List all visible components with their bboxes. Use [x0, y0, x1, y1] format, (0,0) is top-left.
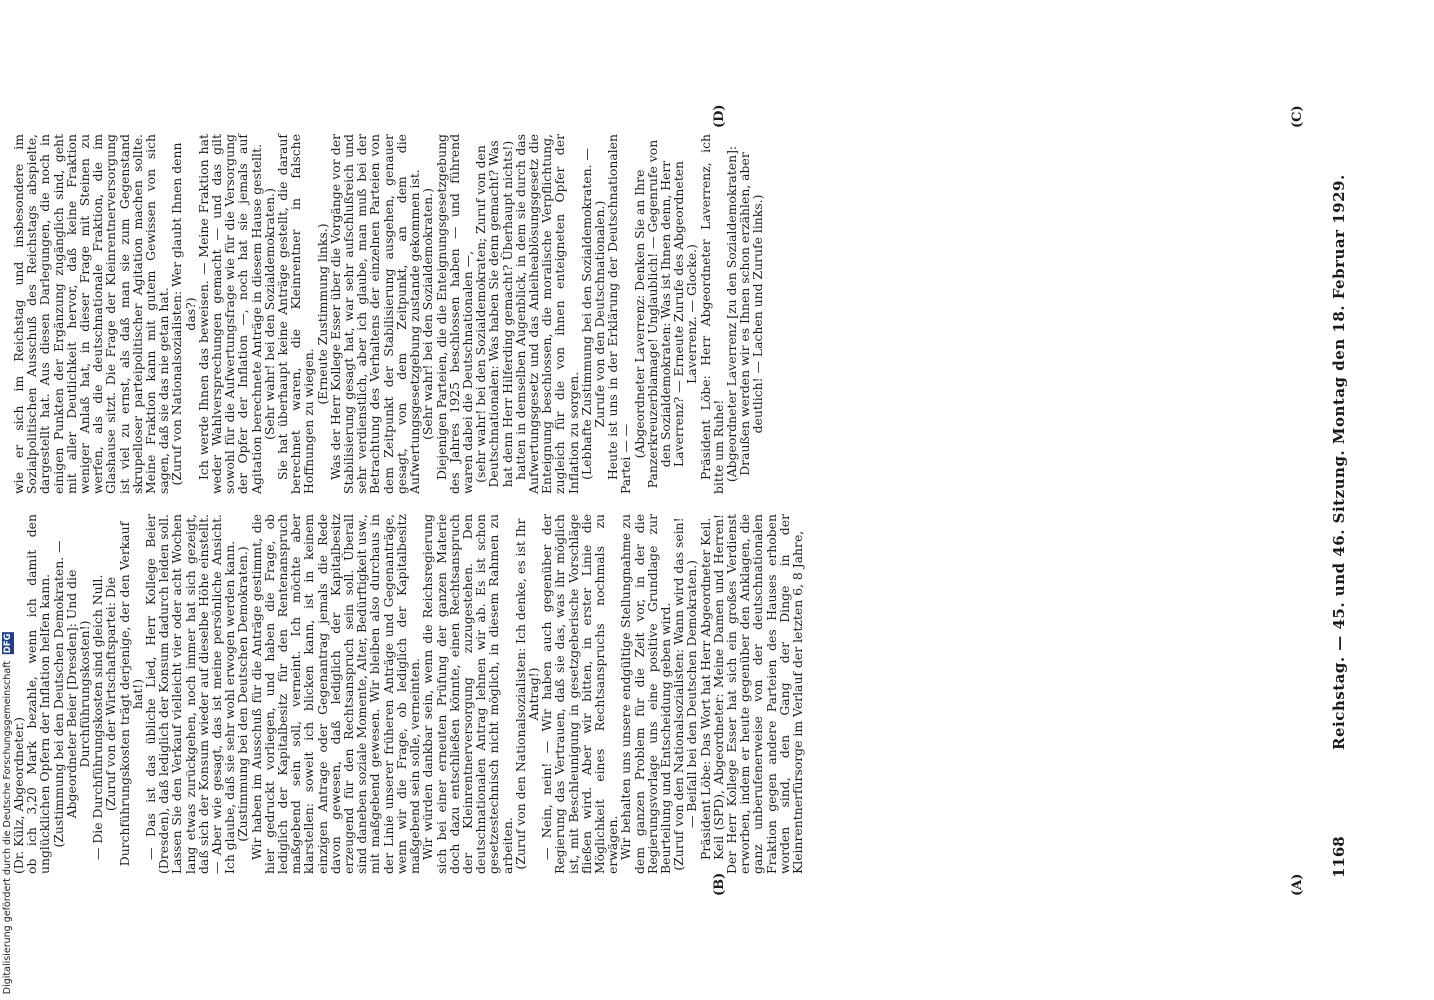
margin-mark-a: (A) [1290, 873, 1305, 896]
left-column [12, 514, 1312, 874]
right-column-paragraph: wie er sich im Reichstag und insbesondere im Sozialpolitischen Ausschuß des Reichstags abspielte, dargestellt hat. Aus diesen Darlegungen, die noch in einigen Punkten der Ergänzung zugänglich sind, geht mit aller Deutlichkeit hervor, daß keine Fraktion weniger Anlaß hat, in dieser Frage mit Steinen zu werfen, als die deutschnationale Fraktion, die im Glashause sitzt. Die Frage der Kleinrentnerversorgung ist viel zu ernst, als daß man sie zum Gegenstand skrupelloser parteipolitischer Agitation machen sollte. Meine Fraktion kann mit gutem Gewissen von sich sagen, daß sie das nie getan hat. [11, 134, 172, 494]
right-column-paragraph: Sie hat überhaupt keine Anträge gestellt, die darauf berechnet waren, die Kleinrentner in falsche Hoffnungen zu wiegen. [275, 134, 317, 494]
left-column-paragraph: (Zuruf von den Nationalsozialisten: Ich denke, es ist Ihr Antrag!) [512, 518, 541, 870]
margin-mark-c: (C) [1290, 105, 1305, 128]
left-column-paragraph: — Das ist das übliche Lied, Herr Kollege Beier (Dresden), daß lediglich der Konsum dadurch leiden soll. Lassen Sie den Verkauf vielleicht vier oder acht Wochen lang etwas zurückgehen, noch immer hat sich gezeigt, daß sich der Konsum wieder auf dieselbe Höhe einstellt. — Aber wie gesagt, das ist meine persönliche Ansicht. Ich glaube, daß sie sehr wohl erwogen werden kann. [143, 514, 238, 874]
left-column-paragraph: Wir haben im Ausschuß für die Anträge gestimmt, die hier gedruckt vorliegen, und haben die Frage, ob lediglich der Kapitalbesitz für den Rentenanspruch maßgebend sein soll, verneint. Ich möchte aber klarstellen: soweit ich blicken kann, ist in keinem einzigen Antrage oder Gegenantrag jemals die Rede davon gewesen, daß lediglich der Kapitalbesitz erzeugend für den Rechtsanspruch sein soll. Überall sind daneben soziale Momente, Alter, Bedürftigkeit usw., mit maßgebend gewesen. Wir bleiben also durchaus in der Linie unserer früheren Anträge und Gegenanträge, wenn wir die Frage, ob lediglich der Kapitalbesitz maßgebend sein solle, verneinten. [248, 514, 423, 874]
right-column-paragraph: Was der Herr Kollege Esser über die Vorgänge vor der Stabilisierung gesagt hat, war sehr aufschlußreich und sehr verdienstlich, aber ich glaube, man muß bei der Betrachtung des Verhaltens der einzelnen Parteien von dem Zeitpunkt der Stabilisierung ausgehen, genauer gesagt, von dem Zeitpunkt, an dem die Aufwertungsgesetzgebung zustande gekommen ist. [327, 134, 423, 494]
left-column-paragraph: Präsident Löbe: Das Wort hat Herr Abgeordneter Keil. [697, 517, 713, 860]
left-column-paragraph: Wir würden dankbar sein, wenn die Reichsregierung sich bei einer erneuten Prüfung der ganzen Materie doch dazu entschließen könnte, einen Rechtsanspruch der Kleinrentnerversorgung zuzugestehen. Den deutschnationalen Antrag lehnen wir ab. Es ist schon gesetzestechnisch nicht möglich, in diesem Rahmen zu arbeiten. [420, 514, 515, 874]
right-column-paragraph: hatten in demselben Augenblick, in dem sie durch das Aufwertungsgesetz und das Anleiheablösungsgesetz die Enteignung beschlossen, die moralische Verpflichtung, zugleich für die von ihnen enteigneten Opfer der Inflation zu sorgen. [512, 134, 581, 494]
left-column-paragraph: (Zustimmung bei den Deutschen Demokraten.) [235, 546, 251, 842]
page-header [1330, 0, 1370, 1000]
left-column-paragraph: (Dr. Külz, Abgeordneter.) [11, 717, 26, 874]
right-column-paragraph: (Lebhafte Zustimmung bei den Sozialdemokraten. — Zurufe von den Deutschnationalen.) [578, 148, 607, 480]
right-column-paragraph: (Zuruf von Nationalsozialisten: Wer glaubt Ihnen denn das?) [169, 142, 198, 486]
dfg-logo: DFG [3, 632, 13, 653]
left-column-paragraph: (Zustimmung bei den Deutschen Demokraten. — Abgeordneter Beier [Dresden]: Und die Durchführungskosten!) [50, 540, 93, 848]
right-column-paragraph: (sehr wahr! bei den Sozialdemokraten; Zuruf von den Deutschnationalen: Was haben Sie denn gemacht? Was hat denn Herr Hilferding gemacht? Überhaupt nichts!) [473, 140, 515, 488]
right-column-paragraph: (Sehr wahr! bei den Sozialdemokraten.) [420, 188, 436, 440]
left-column-paragraph: (Zuruf von den Nationalsozialisten: Wann wird das sein! — Beifall bei den Deutschen Demokraten.) [671, 517, 700, 871]
right-column-paragraph: Heute ist uns in der Erklärung der Deutschnationalen Partei — — [605, 134, 634, 494]
right-column-paragraph: Ich werde Ihnen das beweisen. — Meine Fraktion hat weder Wahlversprechungen gemacht — und das gilt sowohl für die Aufwertungsfrage wie für die Versorgung der Opfer der Inflation —, noch hat sie jemals auf Agitation berechnete Anträge in diesem Hause gestellt. [195, 134, 264, 494]
left-column-paragraph: — Nein, nein! — Wir haben auch gegenüber der Regierung das Vertrauen, daß sie das, was ihr möglich ist, mit Beschleunigung in gesetzgeberische Vorschläge fließen wird. Aber wir bitten, in erster Linie die Möglichkeit eines Rechtsanspruchs nochmals zu erwägen. [539, 514, 621, 874]
page-number: 1168 [1330, 836, 1348, 878]
margin-mark-d: (D) [712, 104, 727, 128]
left-column-paragraph: — Die Durchführungskosten sind gleich Null. [90, 574, 106, 860]
left-column-paragraph: (Zuruf von der Wirtschaftspartei: Die Durchführungskosten trägt derjenige, der den Verkauf hat!) [103, 521, 145, 867]
funding-credit-text: Digitalisierung gefördert durch die Deutsche Forschungsgemeinschaft [2, 660, 13, 994]
page-title: Reichstag. — 45. und 46. Sitzung. Montag den 18. Februar 1929. [1330, 174, 1348, 750]
left-column-paragraph: ob ich 3,20 Mark bezahle, wenn ich damit den unglücklichen Opfern der Inflation helfen kann. [24, 514, 53, 874]
left-column-paragraph: Wir behalten uns unsere endgültige Stellungnahme zu dem ganzen Problem für die Zeit vor, in der die Regierungsvorlage uns eine positive Grundlage zur Beurteilung und Entscheidung geben wird. [618, 514, 673, 874]
right-column-paragraph: Präsident Löbe: Herr Abgeordneter Laverrenz, ich bitte um Ruhe! [697, 134, 726, 494]
left-column-paragraph: Keil (SPD), Abgeordneter: Meine Damen und Herren! Der Herr Kollege Esser hat sich ein großes Verdienst erworben, indem er heute gegenüber den Anklagen, die ganz unberufenerweise von der deutschnationalen Fraktion gegen andere Parteien des Hauses erhoben worden sind, den Gang der Dinge in der Kleinrentnerfürsorge im Verlauf der letzten 6, 8 Jahre, [710, 514, 805, 874]
right-column-paragraph: (Abgeordneter Laverrenz [zu den Sozialdemokraten]: Draußen werden wir es Ihnen schon erzählen, aber deutlich! — Lachen und Zurufe links.) [723, 145, 766, 483]
right-column-paragraph: (Erneute Zustimmung links.) [314, 223, 330, 405]
right-column [12, 134, 1312, 494]
right-column-paragraph: Diejenigen Parteien, die die Enteignungsgesetzgebung des Jahres 1925 beschlossen haben — und führend waren dabei die Deutschnationalen —, [433, 134, 475, 494]
right-column-paragraph: (Sehr wahr! bei den Sozialdemokraten.) [261, 188, 277, 440]
margin-mark-b: (B) [712, 872, 727, 896]
right-column-paragraph: (Abgeordneter Laverrenz: Denken Sie an Ihre Panzerkreuzerblamage! Unglaublich! — Gegenrufe von den Sozialdemokraten: Was ist Ihnen denn, Herr Laverrenz? — Erneute Zurufe des Abgeordneten Laverrenz. — Glocke.) [631, 139, 700, 489]
